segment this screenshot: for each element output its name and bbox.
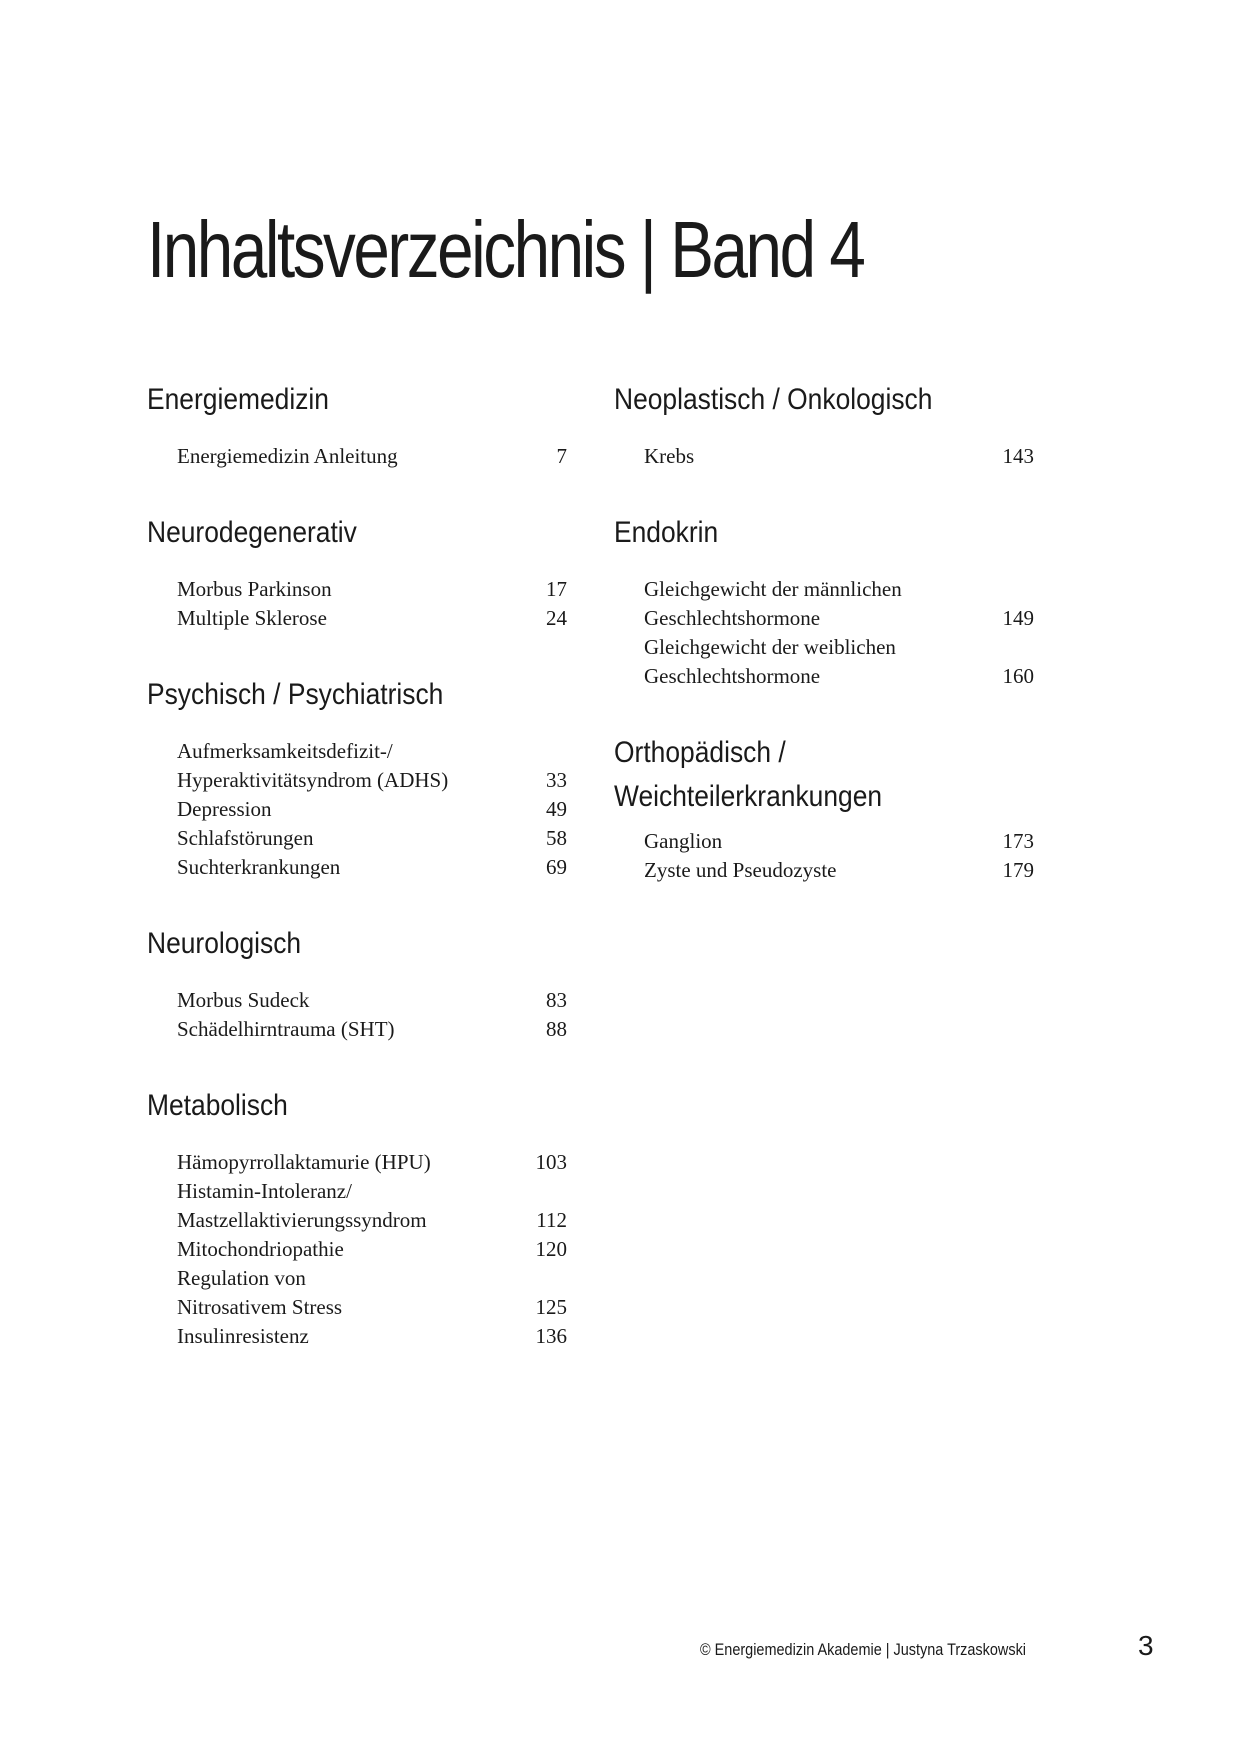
toc-entry-title-line: Geschlechtshormone — [644, 664, 821, 688]
page-number: 3 — [1138, 1630, 1154, 1661]
toc-section — [147, 511, 567, 633]
toc-section — [147, 922, 567, 1044]
toc-entry-title-line: Geschlechtshormone — [644, 606, 821, 630]
toc-entry[interactable] — [177, 1264, 567, 1322]
toc-entry-title — [177, 737, 448, 795]
toc-entry-title — [644, 575, 902, 633]
toc-entry[interactable] — [177, 795, 567, 824]
toc-entry-title-line: Hämopyrrollaktamurie (HPU) — [177, 1150, 431, 1174]
section-heading: Neurologisch — [147, 927, 302, 960]
toc-entry-title — [177, 1322, 309, 1351]
toc-entry-page-number: 24 — [546, 606, 567, 630]
toc-entry-list — [614, 442, 1034, 471]
toc-entry-page-number: 125 — [535, 1295, 567, 1319]
toc-entry-list — [147, 986, 567, 1044]
toc-entry-title-line: Zyste und Pseudozyste — [644, 858, 837, 882]
toc-entry-page-number: 112 — [536, 1208, 567, 1232]
toc-entry-page-number: 149 — [1002, 606, 1034, 630]
toc-entry-title-line: Morbus Sudeck — [177, 988, 310, 1012]
toc-left-column — [147, 378, 567, 1391]
toc-entry-page-number: 17 — [546, 577, 567, 601]
toc-entry[interactable] — [177, 737, 567, 795]
toc-entry-title — [177, 575, 332, 604]
toc-entry-title-line: Hyperaktivitätsyndrom (ADHS) — [177, 768, 449, 792]
toc-entry[interactable] — [644, 827, 1034, 856]
toc-entry[interactable] — [177, 853, 567, 882]
toc-entry-title-line: Histamin-Intoleranz/ — [177, 1179, 352, 1203]
toc-entry-page-number: 120 — [535, 1237, 567, 1261]
toc-entry[interactable] — [177, 1148, 567, 1177]
toc-entry-title-line: Mastzellaktivierungssyndrom — [177, 1208, 427, 1232]
toc-entry-page-number: 173 — [1002, 829, 1034, 853]
toc-entry-title — [177, 1235, 344, 1264]
toc-entry-title — [177, 1177, 427, 1235]
section-heading: Energiemedizin — [147, 383, 329, 416]
toc-entry[interactable] — [177, 1235, 567, 1264]
toc-entry-title-line: Multiple Sklerose — [177, 606, 327, 630]
toc-entry-page-number: 69 — [546, 855, 567, 879]
section-heading: Neoplastisch / Onkologisch — [614, 383, 933, 416]
toc-entry-title-line: Ganglion — [644, 829, 723, 853]
toc-section — [147, 1084, 567, 1351]
toc-entry-page-number: 83 — [546, 988, 567, 1012]
toc-entry-list — [147, 442, 567, 471]
toc-entry-title — [177, 853, 340, 882]
toc-section — [614, 731, 1034, 885]
toc-entry[interactable] — [644, 442, 1034, 471]
toc-entry-title-line: Gleichgewicht der männlichen — [644, 577, 902, 601]
toc-entry-title — [177, 824, 313, 853]
toc-entry-title-line: Insulinresistenz — [177, 1324, 309, 1348]
toc-entry[interactable] — [177, 1177, 567, 1235]
toc-entry-title — [177, 1264, 342, 1322]
toc-entry-title — [644, 442, 694, 471]
toc-entry-title-line: Mitochondriopathie — [177, 1237, 344, 1261]
page-title: Inhaltsverzeichnis | Band 4 — [147, 205, 864, 294]
toc-entry[interactable] — [177, 1322, 567, 1351]
toc-entry[interactable] — [644, 856, 1034, 885]
toc-entry-title — [177, 604, 327, 633]
toc-entry-title — [177, 986, 309, 1015]
toc-entry-title — [177, 1148, 431, 1177]
toc-entry-title-line: Morbus Parkinson — [177, 577, 332, 601]
toc-entry-page-number: 49 — [546, 797, 567, 821]
toc-entry-page-number: 136 — [535, 1324, 567, 1348]
section-heading: Endokrin — [614, 516, 719, 549]
toc-entry[interactable] — [177, 442, 567, 471]
toc-entry[interactable] — [177, 824, 567, 853]
toc-entry-title — [644, 856, 836, 885]
footer-copyright: © Energiemedizin Akademie | Justyna Trzaskowski — [700, 1640, 1027, 1659]
toc-entry-title — [177, 1015, 395, 1044]
toc-entry-page-number: 88 — [546, 1017, 567, 1041]
toc-entry-title — [177, 795, 271, 824]
toc-entry-title-line: Aufmerksamkeitsdefizit-/ — [177, 739, 393, 763]
toc-entry-title-line: Suchterkrankungen — [177, 855, 341, 879]
toc-entry[interactable] — [177, 575, 567, 604]
toc-entry-title-line: Regulation von — [177, 1266, 306, 1290]
toc-right-column — [614, 378, 1034, 925]
toc-entry-list — [614, 827, 1034, 885]
toc-entry-page-number: 33 — [546, 768, 567, 792]
section-heading: Orthopädisch / Weichteilerkrankungen — [614, 736, 883, 813]
section-heading: Metabolisch — [147, 1089, 288, 1122]
toc-entry-title-line: Gleichgewicht der weiblichen — [644, 635, 896, 659]
toc-section — [147, 378, 567, 471]
toc-entry-page-number: 58 — [546, 826, 567, 850]
toc-entry-title — [644, 633, 896, 691]
toc-entry[interactable] — [177, 1015, 567, 1044]
toc-entry-list — [147, 1148, 567, 1351]
toc-entry-title-line: Nitrosativem Stress — [177, 1295, 343, 1319]
toc-entry-title-line: Energiemedizin Anleitung — [177, 444, 398, 468]
toc-entry-title — [177, 442, 398, 471]
toc-entry[interactable] — [177, 986, 567, 1015]
toc-entry-title — [644, 827, 722, 856]
section-heading: Neurodegenerativ — [147, 516, 357, 549]
toc-entry-page-number: 179 — [1002, 858, 1034, 882]
toc-entry-list — [147, 737, 567, 882]
toc-entry-page-number: 103 — [535, 1150, 567, 1174]
toc-entry-page-number: 160 — [1002, 664, 1034, 688]
section-heading: Psychisch / Psychiatrisch — [147, 678, 444, 711]
toc-section — [614, 378, 1034, 471]
toc-entry-page-number: 7 — [556, 444, 567, 468]
toc-entry-title-line: Schädelhirntrauma (SHT) — [177, 1017, 395, 1041]
toc-entry-list — [614, 575, 1034, 691]
toc-entry-title-line: Schlafstörungen — [177, 826, 314, 850]
toc-entry[interactable] — [644, 633, 1034, 691]
toc-entry-title-line: Krebs — [644, 444, 695, 468]
toc-section — [614, 511, 1034, 691]
toc-entry-list — [147, 575, 567, 633]
toc-entry-title-line: Depression — [177, 797, 272, 821]
toc-entry-page-number: 143 — [1002, 444, 1034, 468]
toc-entry[interactable] — [644, 575, 1034, 633]
toc-section — [147, 673, 567, 882]
toc-entry[interactable] — [177, 604, 567, 633]
